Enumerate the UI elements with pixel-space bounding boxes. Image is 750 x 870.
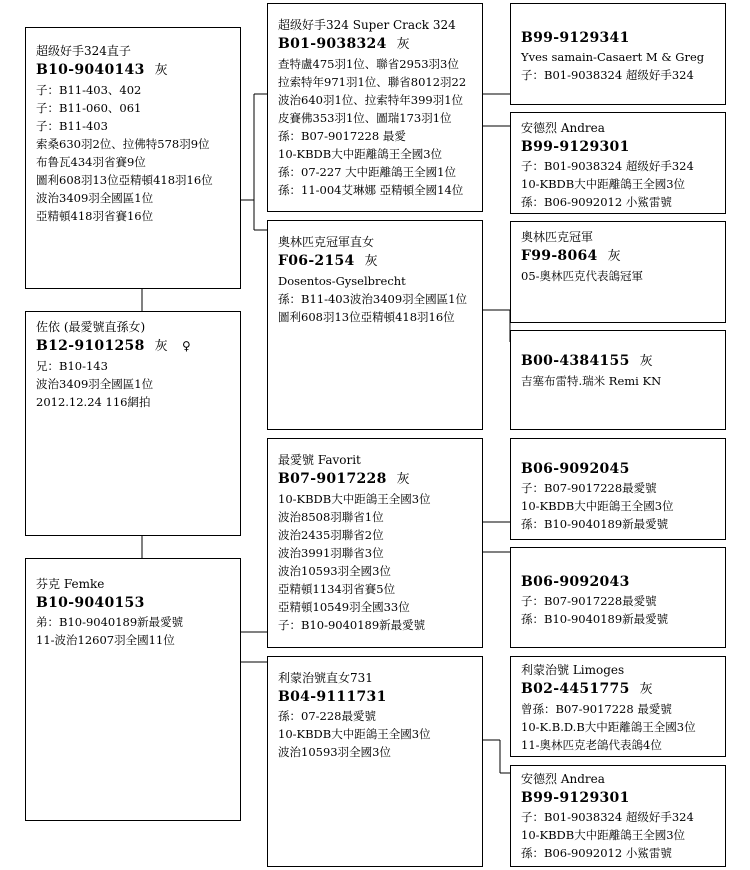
ring-number: B00-4384155 灰 xyxy=(521,353,653,369)
record-line: 孫：B07-9017228 最愛 xyxy=(278,129,406,143)
ring-number: B06-9092043 xyxy=(521,574,630,590)
record-line: 孫：B06-9092012 小鯊雷號 xyxy=(521,846,672,860)
record-line: 10-KBDB大中距鴿王全國3位 xyxy=(278,492,431,506)
record-line: 孫：07-228最愛號 xyxy=(278,709,376,723)
color-label: 灰 xyxy=(396,472,410,487)
record-line: Yves samain-Casaert M & Greg xyxy=(521,50,705,64)
color-label: 灰 xyxy=(607,249,621,264)
pigeon-name: 利蒙治號直女731 xyxy=(278,671,373,685)
ring-number: B06-9092045 xyxy=(521,461,630,477)
record-line: 亞精頓1134羽省賽5位 xyxy=(278,582,396,596)
pedigree-card-ancestor-5 xyxy=(510,438,726,540)
pedigree-card-ancestor-3 xyxy=(510,221,726,323)
record-line: Dosentos-Gyselbrecht xyxy=(278,274,406,288)
ring-number: B99-9129301 xyxy=(521,790,630,806)
ring-number: B12-9101258 灰 ♀ xyxy=(36,338,192,354)
record-line: 11-奧林匹克老鴿代表鴿4位 xyxy=(521,738,662,752)
pedigree-card-ancestor-8 xyxy=(510,765,726,867)
pigeon-name: 最愛號 Favorit xyxy=(278,453,361,467)
pedigree-card-ancestor-7 xyxy=(510,656,726,757)
record-line: 子：B01-9038324 超级好手324 xyxy=(521,159,694,173)
record-line: 波治2435羽聯省2位 xyxy=(278,528,384,542)
ring-number: F06-2154 灰 xyxy=(278,253,378,269)
record-line: 2012.12.24 116網拍 xyxy=(36,395,151,409)
pedigree-card-ancestor-2 xyxy=(510,112,726,214)
record-line: 布鲁瓦434羽省賽9位 xyxy=(36,155,146,169)
color-label: 灰 xyxy=(154,63,168,78)
color-label: 灰 xyxy=(639,682,653,697)
pedigree-card-grandsire-2 xyxy=(267,438,483,648)
record-line: 波治10593羽全國3位 xyxy=(278,745,391,759)
pedigree-card-granddam-2 xyxy=(267,656,483,867)
record-line: 波治8508羽聯省1位 xyxy=(278,510,384,524)
ring-number: B10-9040153 xyxy=(36,595,145,611)
ring-number: F99-8064 灰 xyxy=(521,248,621,264)
record-line: 05-奧林匹克代表鴿冠軍 xyxy=(521,269,644,283)
record-line: 圖利608羽13位亞精頓418羽16位 xyxy=(278,310,455,324)
ring-number: B10-9040143 灰 xyxy=(36,62,168,78)
record-line: 皮賽佛353羽1位、圖瑞173羽1位 xyxy=(278,111,452,125)
record-line: 子：B11-403、402 xyxy=(36,83,142,97)
record-line: 10-K.B.D.B大中距離鴿王全國3位 xyxy=(521,720,696,734)
pigeon-name: 安德烈 Andrea xyxy=(521,772,605,786)
ring-number: B01-9038324 灰 xyxy=(278,36,410,52)
record-line: 子：B07-9017228最愛號 xyxy=(521,594,657,608)
record-line: 波治640羽1位、拉索特年399羽1位 xyxy=(278,93,464,107)
record-line: 曾孫：B07-9017228 最愛號 xyxy=(521,702,672,716)
ring-number: B02-4451775 灰 xyxy=(521,681,653,697)
pigeon-name: 超级好手324 Super Crack 324 xyxy=(278,18,456,32)
record-line: 吉塞布雷特.瑞米 Remi KN xyxy=(521,374,662,388)
pigeon-name: 佐依 (最愛號直孫女) xyxy=(36,320,146,334)
ring-number: B07-9017228 灰 xyxy=(278,471,410,487)
ring-number: B04-9111731 xyxy=(278,689,387,705)
record-line: 子：B01-9038324 超级好手324 xyxy=(521,810,694,824)
record-line: 亞精頓418羽省賽16位 xyxy=(36,209,154,223)
color-label: 灰 xyxy=(396,37,410,52)
record-line: 子：B07-9017228最愛號 xyxy=(521,481,657,495)
record-line: 孫：11-004艾琳娜 亞精頓全國14位 xyxy=(278,183,464,197)
record-line: 兄：B10-143 xyxy=(36,359,108,373)
record-line: 查特盧475羽1位、聯省2953羽3位 xyxy=(278,57,459,71)
pedigree-card-sire xyxy=(25,27,241,289)
pigeon-name: 安德烈 Andrea xyxy=(521,121,605,135)
pedigree-card-dam xyxy=(25,558,241,821)
record-line: 亞精頓10549羽全國33位 xyxy=(278,600,410,614)
ring-number: B99-9129341 xyxy=(521,30,630,46)
record-line: 波治3409羽全國區1位 xyxy=(36,377,154,391)
color-label: 灰 xyxy=(154,339,168,354)
color-label: 灰 xyxy=(364,254,378,269)
record-line: 10-KBDB大中距離鴿王全國3位 xyxy=(521,828,686,842)
pigeon-name: 超级好手324直子 xyxy=(36,44,131,58)
record-line: 拉索特年971羽1位、聯省8012羽22 xyxy=(278,75,467,89)
record-line: 孫：B06-9092012 小鯊雷號 xyxy=(521,195,672,209)
record-line: 圖利608羽13位亞精頓418羽16位 xyxy=(36,173,213,187)
record-line: 孫：B10-9040189新最愛號 xyxy=(521,612,669,626)
record-line: 弟：B10-9040189新最愛號 xyxy=(36,615,184,629)
pedigree-card-ancestor-1 xyxy=(510,3,726,105)
record-line: 子：B10-9040189新最愛號 xyxy=(278,618,426,632)
color-label: 灰 xyxy=(639,354,653,369)
pedigree-card-grandsire-1 xyxy=(267,3,483,212)
record-line: 孫：07-227 大中距離鴿王全國1位 xyxy=(278,165,456,179)
record-line: 波治10593羽全國3位 xyxy=(278,564,391,578)
pigeon-name: 奧林匹克冠軍直女 xyxy=(278,235,375,249)
pedigree-card-ancestor-6 xyxy=(510,547,726,648)
record-line: 子：B11-060、061 xyxy=(36,101,142,115)
record-line: 10-KBDB大中距鴿王全國3位 xyxy=(278,727,431,741)
record-line: 索桑630羽2位、拉佛特578羽9位 xyxy=(36,137,210,151)
pedigree-card-ancestor-4 xyxy=(510,330,726,430)
ring-number: B99-9129301 xyxy=(521,139,630,155)
record-line: 孫：B11-403波治3409羽全國區1位 xyxy=(278,292,468,306)
female-symbol-icon: ♀ xyxy=(181,339,192,353)
record-line: 波治3409羽全國區1位 xyxy=(36,191,154,205)
record-line: 波治3991羽聯省3位 xyxy=(278,546,384,560)
record-line: 10-KBDB大中距離鴿王全國3位 xyxy=(278,147,443,161)
pigeon-name: 芬克 Femke xyxy=(36,577,105,591)
record-line: 子：B01-9038324 超级好手324 xyxy=(521,68,694,82)
pedigree-card-granddam-1 xyxy=(267,220,483,430)
record-line: 10-KBDB大中距離鴿王全國3位 xyxy=(521,177,686,191)
record-line: 10-KBDB大中距鴿王全國3位 xyxy=(521,499,674,513)
record-line: 子：B11-403 xyxy=(36,119,108,133)
pigeon-name: 奧林匹克冠軍 xyxy=(521,230,594,244)
pigeon-name: 利蒙治號 Limoges xyxy=(521,663,625,677)
record-line: 11-波治12607羽全國11位 xyxy=(36,633,175,647)
pedigree-card-subject xyxy=(25,311,241,536)
record-line: 孫：B10-9040189新最愛號 xyxy=(521,517,669,531)
